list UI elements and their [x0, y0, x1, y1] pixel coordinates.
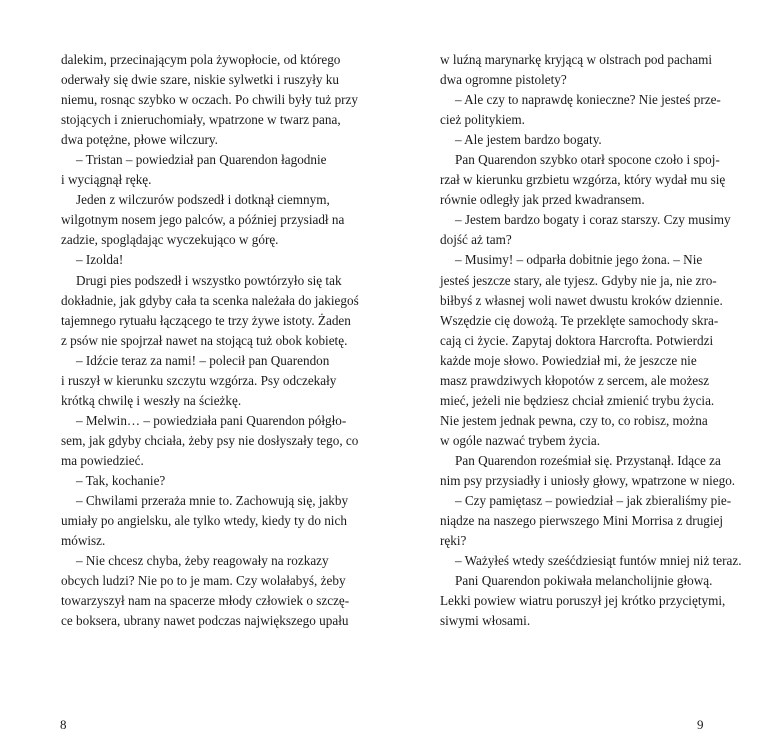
- text-line: Pani Quarendon pokiwała melancholijnie głową.: [455, 573, 713, 589]
- text-line: umiały po angielsku, ale tylko wtedy, kiedy ty do nich: [61, 513, 347, 529]
- right-page-text: [440, 50, 742, 631]
- text-line: towarzyszył nam na spacerze młody człowiek o szczę-: [61, 593, 350, 609]
- text-line: ma powiedzieć.: [61, 452, 144, 468]
- text-line: sem, jak gdyby chciała, żeby psy nie dosłyszały tego, co: [61, 432, 359, 448]
- text-line: w ogóle nazwać trybem życia.: [440, 432, 601, 448]
- text-line: – Tak, kochanie?: [76, 472, 166, 488]
- text-line: stojących i znieruchomiały, wpatrzone w twarz pana,: [61, 112, 341, 128]
- text-line: obcych ludzi? Nie po to je mam. Czy wolałabyś, żeby: [61, 573, 346, 589]
- left-page-number: 8: [60, 717, 67, 732]
- text-line: każde moje słowo. Powiedział mi, że jeszcze nie: [440, 352, 697, 368]
- text-line: i wyciągnął rękę.: [61, 172, 152, 188]
- text-line: w luźną marynarkę kryjącą w olstrach pod pachami: [440, 52, 713, 67]
- right-page-number: 9: [697, 717, 704, 732]
- text-line: – Izolda!: [76, 252, 124, 268]
- text-line: – Jestem bardzo bogaty i coraz starszy. Czy musimy: [455, 212, 731, 228]
- text-line: – Tristan – powiedział pan Quarendon łagodnie: [76, 152, 327, 168]
- left-page-text: [61, 50, 359, 631]
- text-line: Lekki powiew wiatru poruszył jej krótko przyciętymi,: [440, 593, 726, 609]
- text-line: nim psy przysiadły i uniosły głowy, wpatrzone w niego.: [440, 472, 736, 488]
- text-line: – Musimy! – odparła dobitnie jego żona. – Nie: [455, 252, 703, 268]
- text-line: i ruszył w kierunku szczytu wzgórza. Psy odczekały: [61, 372, 337, 388]
- text-line: Jeden z wilczurów podszedł i dotknął ciemnym,: [76, 192, 330, 208]
- text-line: niądze na naszego pierwszego Mini Morrisa z drugiej: [440, 513, 724, 529]
- text-line: – Ważyłeś wtedy sześćdziesiąt funtów mniej niż teraz.: [455, 553, 742, 569]
- text-line: dalekim, przecinającym pola żywopłocie, od którego: [61, 52, 341, 67]
- text-line: mówisz.: [61, 533, 106, 549]
- text-line: ręki?: [440, 533, 467, 549]
- text-line: tajemnego rytuału łączącego te trzy żywe istoty. Żaden: [61, 312, 351, 328]
- text-line: dwa ogromne pistolety?: [440, 72, 567, 88]
- text-line: – Ale czy to naprawdę konieczne? Nie jesteś prze-: [455, 92, 721, 108]
- text-line: dokładnie, jak gdyby cała ta scenka należała do jakiegoś: [61, 292, 359, 308]
- text-line: dwa potężne, płowe wilczury.: [61, 132, 218, 148]
- text-line: z psów nie spojrzał nawet na stojącą tuż obok kobietę.: [61, 332, 348, 348]
- text-line: jesteś jeszcze stary, ale tyjesz. Gdyby nie ja, nie zro-: [440, 272, 717, 288]
- text-line: oderwały się dwie szare, niskie sylwetki i ruszyły ku: [61, 72, 339, 88]
- text-line: ce boksera, ubrany nawet podczas największego upału: [61, 613, 349, 629]
- text-line: – Ale jestem bardzo bogaty.: [455, 132, 602, 148]
- text-line: siwymi włosami.: [440, 613, 531, 629]
- text-line: Drugi pies podszedł i wszystko powtórzyło się tak: [76, 272, 342, 288]
- text-line: zadzie, spoglądając wyczekująco w górę.: [61, 232, 279, 248]
- text-line: Pan Quarendon szybko otarł spocone czoło i spoj-: [455, 152, 720, 168]
- text-line: rzał w kierunku grzbietu wzgórza, który wydał mu się: [440, 172, 726, 188]
- text-line: Wszędzie cię dowożą. Te przeklęte samochody skra-: [440, 312, 719, 328]
- text-line: – Chwilami przeraża mnie to. Zachowują się, jakby: [76, 493, 349, 509]
- text-line: – Melwin… – powiedziała pani Quarendon półgło-: [76, 412, 347, 428]
- text-line: biłbyś z własnej woli nawet dwustu kroków dziennie.: [440, 292, 723, 308]
- text-line: krótką chwilę i weszły na ścieżkę.: [61, 392, 242, 408]
- text-line: – Czy pamiętasz – powiedział – jak zbieraliśmy pie-: [455, 493, 732, 509]
- text-line: dojść aż tam?: [440, 232, 512, 248]
- text-line: – Idźcie teraz za nami! – polecił pan Quarendon: [76, 352, 330, 368]
- text-line: niemu, rosnąc szybko w oczach. Po chwili były tuż przy: [61, 92, 359, 108]
- text-line: masz prawdziwych kłopotów z sercem, ale możesz: [440, 372, 710, 388]
- text-line: cież politykiem.: [440, 112, 525, 128]
- text-line: wilgotnym nosem jego palców, a później przysiadł na: [61, 212, 345, 228]
- text-line: cają ci życie. Zapytaj doktora Harcrofta. Potwierdzi: [440, 332, 714, 348]
- text-line: równie odległy jak przed kwadransem.: [440, 192, 645, 208]
- text-line: – Nie chcesz chyba, żeby reagowały na rozkazy: [76, 553, 329, 569]
- text-line: Nie jestem jednak pewna, czy to, co robisz, można: [440, 412, 708, 428]
- text-line: Pan Quarendon roześmiał się. Przystanął. Idące za: [455, 452, 721, 468]
- text-line: mieć, jeżeli nie będziesz chciał zmienić trybu życia.: [440, 392, 715, 408]
